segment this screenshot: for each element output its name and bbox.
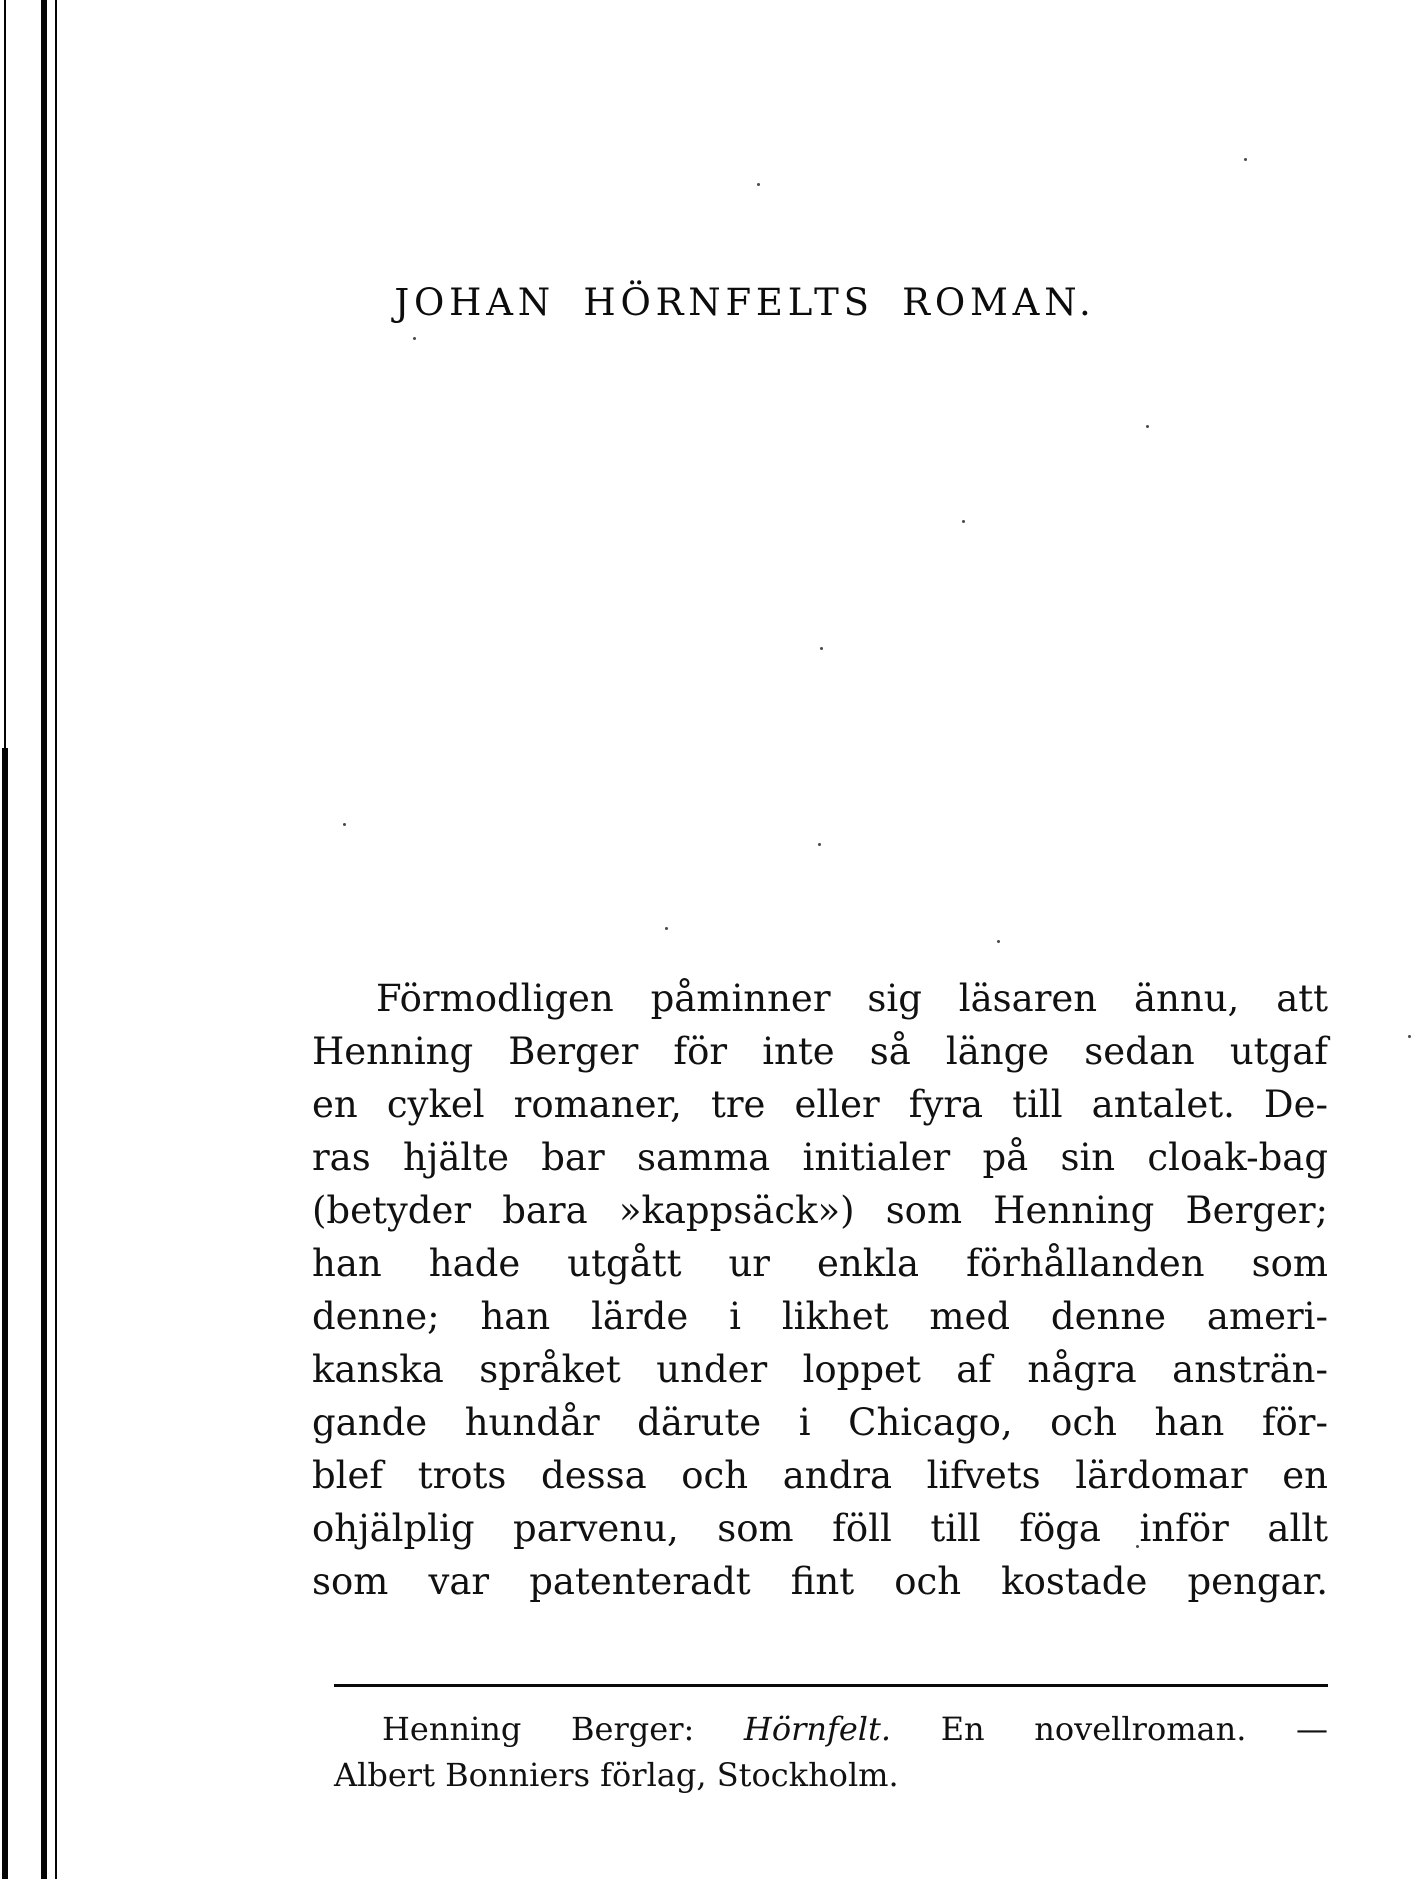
- body-line: ohjälplig parvenu, som föll till föga inför allt: [312, 1507, 1328, 1550]
- footnote-line: [334, 1706, 1328, 1752]
- footnote-description: En novellroman. —: [940, 1710, 1329, 1748]
- scan-speck: [997, 940, 1000, 943]
- body-line: en cykel romaner, tre eller fyra till antalet. De-: [312, 1083, 1328, 1126]
- scan-speck: [1244, 158, 1247, 161]
- scan-speck: [820, 647, 823, 650]
- scan-speck: [962, 520, 965, 523]
- page-title: JOHAN HÖRNFELTS ROMAN.: [394, 281, 1096, 324]
- scan-speck: [757, 183, 760, 186]
- body-line: (betyder bara »kappsäck») som Henning Berger;: [312, 1189, 1328, 1232]
- scan-speck: [1408, 1035, 1411, 1038]
- scan-speck: [665, 927, 668, 930]
- body-line: gande hundår därute i Chicago, och han för-: [312, 1401, 1328, 1444]
- body-line: blef trots dessa och andra lifvets lärdomar en: [312, 1454, 1328, 1497]
- footnote-publisher: Albert Bonniers förlag, Stockholm.: [334, 1756, 899, 1794]
- body-line: denne; han lärde i likhet med denne ameri-: [312, 1295, 1328, 1338]
- scan-speck: [1146, 425, 1149, 428]
- scan-speck: [343, 823, 346, 826]
- body-line: som var patenteradt fint och kostade pengar.: [312, 1560, 1328, 1603]
- page-edge-line-inner: [55, 0, 57, 1879]
- footnote-author: Henning Berger:: [382, 1710, 695, 1748]
- page-edge-line-outer-thick: [2, 748, 8, 1879]
- body-line: ras hjälte bar samma initialer på sin cloak-bag: [312, 1136, 1328, 1179]
- footnote-work-title: Hörnfelt.: [743, 1710, 892, 1748]
- footnote-rule: [334, 1684, 1328, 1687]
- body-line: han hade utgått ur enkla förhållanden som: [312, 1242, 1328, 1285]
- body-line: Henning Berger för inte så länge sedan utgaf: [312, 1030, 1328, 1073]
- footnote: [334, 1706, 1328, 1798]
- scan-speck: [413, 337, 416, 340]
- scan-speck: [818, 843, 821, 846]
- body-line: Förmodligen påminner sig läsaren ännu, att: [376, 977, 1328, 1020]
- body-paragraph: [312, 972, 1328, 1608]
- page-edge-line-middle: [41, 0, 47, 1879]
- body-line: kanska språket under loppet af några ansträn-: [312, 1348, 1328, 1391]
